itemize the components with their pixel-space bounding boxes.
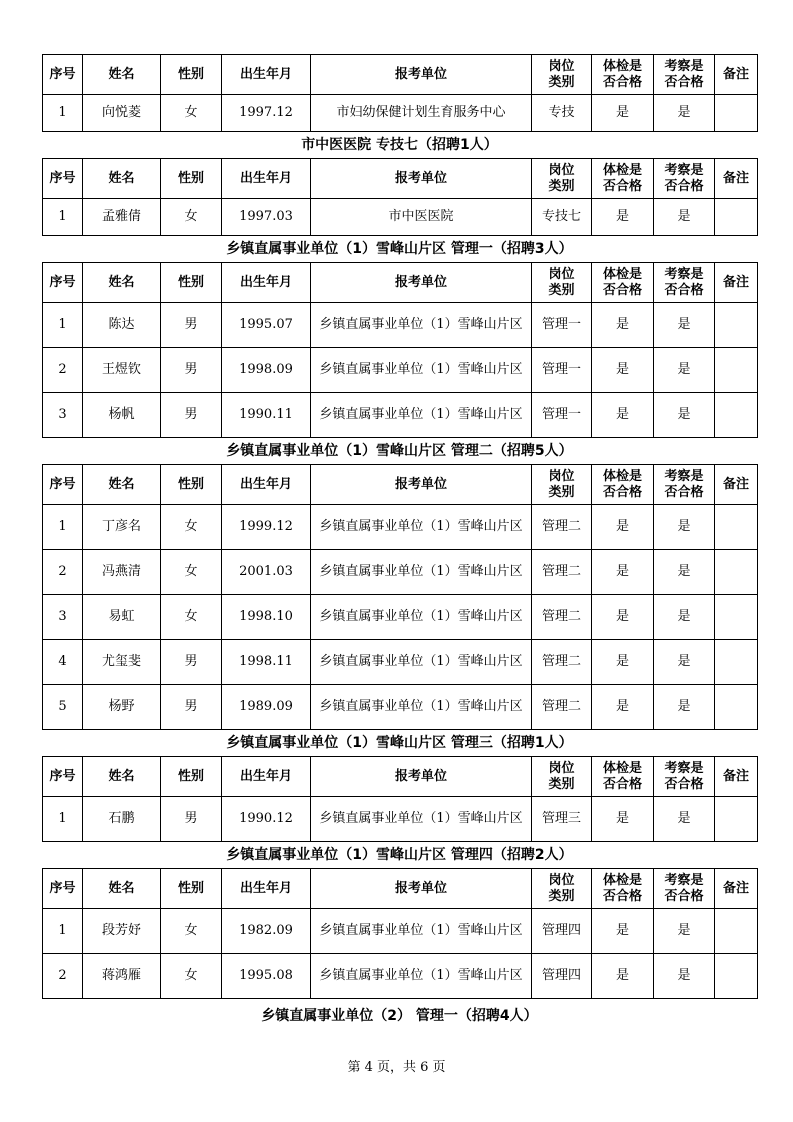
header-row <box>43 159 758 199</box>
exam-cell: 是 <box>592 954 654 999</box>
exam-cell: 是 <box>592 640 654 685</box>
unit-cell: 乡镇直属事业单位（1）雪峰山片区 <box>311 505 532 550</box>
column-header: 序号 <box>43 55 83 95</box>
column-header: 报考单位 <box>311 263 532 303</box>
check-cell: 是 <box>654 303 715 348</box>
column-header: 报考单位 <box>311 465 532 505</box>
birth-cell: 1997.12 <box>222 95 311 132</box>
note-cell <box>715 595 758 640</box>
post-type-cell: 管理二 <box>532 595 592 640</box>
column-header: 性别 <box>161 159 222 199</box>
gender-cell: 女 <box>161 505 222 550</box>
section-table <box>42 54 758 132</box>
note-cell <box>715 550 758 595</box>
check-cell: 是 <box>654 640 715 685</box>
note-cell <box>715 393 758 438</box>
gender-cell: 男 <box>161 685 222 730</box>
column-header: 性别 <box>161 55 222 95</box>
post-type-cell: 管理一 <box>532 303 592 348</box>
exam-cell: 是 <box>592 95 654 132</box>
seq-cell: 1 <box>43 199 83 236</box>
column-header: 考察是 否合格 <box>654 159 715 199</box>
gender-cell: 女 <box>161 199 222 236</box>
unit-cell: 乡镇直属事业单位（1）雪峰山片区 <box>311 595 532 640</box>
check-cell: 是 <box>654 199 715 236</box>
name-cell: 段芳妤 <box>83 909 161 954</box>
exam-cell: 是 <box>592 393 654 438</box>
column-header: 考察是 否合格 <box>654 757 715 797</box>
section-title: 乡镇直属事业单位（1）雪峰山片区 管理二（招聘5人） <box>226 443 573 459</box>
gender-cell: 女 <box>161 909 222 954</box>
column-header: 性别 <box>161 757 222 797</box>
check-cell: 是 <box>654 505 715 550</box>
section-table <box>42 868 758 999</box>
column-header: 姓名 <box>83 263 161 303</box>
column-header: 备注 <box>715 869 758 909</box>
section-title: 乡镇直属事业单位（2） 管理一（招聘4人） <box>261 1008 538 1024</box>
section-title: 乡镇直属事业单位（1）雪峰山片区 管理四（招聘2人） <box>226 847 573 863</box>
check-cell: 是 <box>654 550 715 595</box>
header-row <box>43 55 758 95</box>
post-type-cell: 专技七 <box>532 199 592 236</box>
column-header: 岗位 类别 <box>532 263 592 303</box>
table-row <box>43 348 758 393</box>
table-row <box>43 393 758 438</box>
column-header: 姓名 <box>83 465 161 505</box>
unit-cell: 乡镇直属事业单位（1）雪峰山片区 <box>311 685 532 730</box>
gender-cell: 男 <box>161 393 222 438</box>
check-cell: 是 <box>654 348 715 393</box>
page-footer: 第 4 页，共 6 页 <box>347 1060 446 1075</box>
column-header: 序号 <box>43 465 83 505</box>
column-header: 体检是 否合格 <box>592 869 654 909</box>
column-header: 出生年月 <box>222 159 311 199</box>
gender-cell: 女 <box>161 595 222 640</box>
name-cell: 冯燕清 <box>83 550 161 595</box>
column-header: 备注 <box>715 263 758 303</box>
header-row <box>43 263 758 303</box>
name-cell: 蒋鸿雁 <box>83 954 161 999</box>
table-row <box>43 595 758 640</box>
column-header: 考察是 否合格 <box>654 55 715 95</box>
table-row <box>43 909 758 954</box>
check-cell: 是 <box>654 393 715 438</box>
note-cell <box>715 797 758 842</box>
unit-cell: 乡镇直属事业单位（1）雪峰山片区 <box>311 393 532 438</box>
unit-cell: 乡镇直属事业单位（1）雪峰山片区 <box>311 550 532 595</box>
check-cell: 是 <box>654 797 715 842</box>
exam-cell: 是 <box>592 685 654 730</box>
column-header: 岗位 类别 <box>532 159 592 199</box>
seq-cell: 1 <box>43 797 83 842</box>
column-header: 姓名 <box>83 55 161 95</box>
header-row <box>43 465 758 505</box>
column-header: 体检是 否合格 <box>592 757 654 797</box>
section-table <box>42 756 758 842</box>
gender-cell: 男 <box>161 303 222 348</box>
column-header: 体检是 否合格 <box>592 465 654 505</box>
unit-cell: 市妇幼保健计划生育服务中心 <box>311 95 532 132</box>
note-cell <box>715 505 758 550</box>
column-header: 考察是 否合格 <box>654 869 715 909</box>
name-cell: 杨帆 <box>83 393 161 438</box>
column-header: 出生年月 <box>222 465 311 505</box>
column-header: 体检是 否合格 <box>592 159 654 199</box>
seq-cell: 1 <box>43 303 83 348</box>
exam-cell: 是 <box>592 505 654 550</box>
seq-cell: 2 <box>43 954 83 999</box>
post-type-cell: 管理二 <box>532 505 592 550</box>
column-header: 序号 <box>43 263 83 303</box>
post-type-cell: 管理四 <box>532 909 592 954</box>
name-cell: 杨野 <box>83 685 161 730</box>
header-row <box>43 869 758 909</box>
section-table <box>42 464 758 730</box>
birth-cell: 1998.11 <box>222 640 311 685</box>
birth-cell: 1997.03 <box>222 199 311 236</box>
column-header: 备注 <box>715 757 758 797</box>
table-row <box>43 797 758 842</box>
unit-cell: 乡镇直属事业单位（1）雪峰山片区 <box>311 954 532 999</box>
column-header: 岗位 类别 <box>532 757 592 797</box>
seq-cell: 2 <box>43 550 83 595</box>
column-header: 体检是 否合格 <box>592 263 654 303</box>
column-header: 出生年月 <box>222 757 311 797</box>
header-row <box>43 757 758 797</box>
gender-cell: 女 <box>161 954 222 999</box>
gender-cell: 男 <box>161 640 222 685</box>
name-cell: 王煜钦 <box>83 348 161 393</box>
gender-cell: 女 <box>161 550 222 595</box>
check-cell: 是 <box>654 909 715 954</box>
post-type-cell: 管理三 <box>532 797 592 842</box>
name-cell: 丁彦名 <box>83 505 161 550</box>
gender-cell: 男 <box>161 348 222 393</box>
column-header: 岗位 类别 <box>532 869 592 909</box>
birth-cell: 1995.07 <box>222 303 311 348</box>
table-row <box>43 954 758 999</box>
gender-cell: 女 <box>161 95 222 132</box>
check-cell: 是 <box>654 685 715 730</box>
seq-cell: 1 <box>43 505 83 550</box>
table-row <box>43 199 758 236</box>
unit-cell: 乡镇直属事业单位（1）雪峰山片区 <box>311 797 532 842</box>
column-header: 出生年月 <box>222 55 311 95</box>
name-cell: 尤玺斐 <box>83 640 161 685</box>
post-type-cell: 管理二 <box>532 685 592 730</box>
birth-cell: 1998.10 <box>222 595 311 640</box>
birth-cell: 1995.08 <box>222 954 311 999</box>
column-header: 备注 <box>715 159 758 199</box>
column-header: 序号 <box>43 159 83 199</box>
table-row <box>43 303 758 348</box>
unit-cell: 乡镇直属事业单位（1）雪峰山片区 <box>311 348 532 393</box>
note-cell <box>715 685 758 730</box>
seq-cell: 3 <box>43 595 83 640</box>
section-title: 市中医医院 专技七（招聘1人） <box>301 137 498 153</box>
seq-cell: 5 <box>43 685 83 730</box>
exam-cell: 是 <box>592 550 654 595</box>
exam-cell: 是 <box>592 303 654 348</box>
table-row <box>43 95 758 132</box>
column-header: 序号 <box>43 869 83 909</box>
table-row <box>43 685 758 730</box>
unit-cell: 市中医医院 <box>311 199 532 236</box>
birth-cell: 2001.03 <box>222 550 311 595</box>
column-header: 出生年月 <box>222 263 311 303</box>
column-header: 性别 <box>161 263 222 303</box>
unit-cell: 乡镇直属事业单位（1）雪峰山片区 <box>311 640 532 685</box>
column-header: 姓名 <box>83 757 161 797</box>
column-header: 姓名 <box>83 159 161 199</box>
gender-cell: 男 <box>161 797 222 842</box>
document-page <box>42 54 757 1029</box>
seq-cell: 1 <box>43 95 83 132</box>
column-header: 性别 <box>161 465 222 505</box>
exam-cell: 是 <box>592 595 654 640</box>
column-header: 性别 <box>161 869 222 909</box>
check-cell: 是 <box>654 954 715 999</box>
note-cell <box>715 954 758 999</box>
table-row <box>43 640 758 685</box>
table-row <box>43 550 758 595</box>
birth-cell: 1989.09 <box>222 685 311 730</box>
post-type-cell: 管理一 <box>532 393 592 438</box>
column-header: 报考单位 <box>311 55 532 95</box>
exam-cell: 是 <box>592 797 654 842</box>
note-cell <box>715 348 758 393</box>
column-header: 备注 <box>715 465 758 505</box>
column-header: 出生年月 <box>222 869 311 909</box>
column-header: 备注 <box>715 55 758 95</box>
column-header: 报考单位 <box>311 869 532 909</box>
birth-cell: 1998.09 <box>222 348 311 393</box>
column-header: 体检是 否合格 <box>592 55 654 95</box>
column-header: 姓名 <box>83 869 161 909</box>
name-cell: 易虹 <box>83 595 161 640</box>
column-header: 考察是 否合格 <box>654 263 715 303</box>
post-type-cell: 管理四 <box>532 954 592 999</box>
column-header: 岗位 类别 <box>532 465 592 505</box>
column-header: 报考单位 <box>311 159 532 199</box>
post-type-cell: 管理二 <box>532 640 592 685</box>
column-header: 报考单位 <box>311 757 532 797</box>
name-cell: 向悦菱 <box>83 95 161 132</box>
column-header: 考察是 否合格 <box>654 465 715 505</box>
note-cell <box>715 303 758 348</box>
name-cell: 陈达 <box>83 303 161 348</box>
unit-cell: 乡镇直属事业单位（1）雪峰山片区 <box>311 909 532 954</box>
exam-cell: 是 <box>592 909 654 954</box>
post-type-cell: 管理一 <box>532 348 592 393</box>
seq-cell: 4 <box>43 640 83 685</box>
column-header: 岗位 类别 <box>532 55 592 95</box>
column-header: 序号 <box>43 757 83 797</box>
post-type-cell: 管理二 <box>532 550 592 595</box>
birth-cell: 1982.09 <box>222 909 311 954</box>
note-cell <box>715 199 758 236</box>
name-cell: 石鹏 <box>83 797 161 842</box>
section-title: 乡镇直属事业单位（1）雪峰山片区 管理三（招聘1人） <box>226 735 573 751</box>
note-cell <box>715 640 758 685</box>
seq-cell: 3 <box>43 393 83 438</box>
seq-cell: 1 <box>43 909 83 954</box>
name-cell: 孟雅倩 <box>83 199 161 236</box>
seq-cell: 2 <box>43 348 83 393</box>
table-row <box>43 505 758 550</box>
birth-cell: 1999.12 <box>222 505 311 550</box>
exam-cell: 是 <box>592 199 654 236</box>
exam-cell: 是 <box>592 348 654 393</box>
check-cell: 是 <box>654 595 715 640</box>
note-cell <box>715 909 758 954</box>
birth-cell: 1990.11 <box>222 393 311 438</box>
unit-cell: 乡镇直属事业单位（1）雪峰山片区 <box>311 303 532 348</box>
birth-cell: 1990.12 <box>222 797 311 842</box>
section-table <box>42 158 758 236</box>
post-type-cell: 专技 <box>532 95 592 132</box>
section-table <box>42 262 758 438</box>
note-cell <box>715 95 758 132</box>
check-cell: 是 <box>654 95 715 132</box>
section-title: 乡镇直属事业单位（1）雪峰山片区 管理一（招聘3人） <box>226 241 573 257</box>
